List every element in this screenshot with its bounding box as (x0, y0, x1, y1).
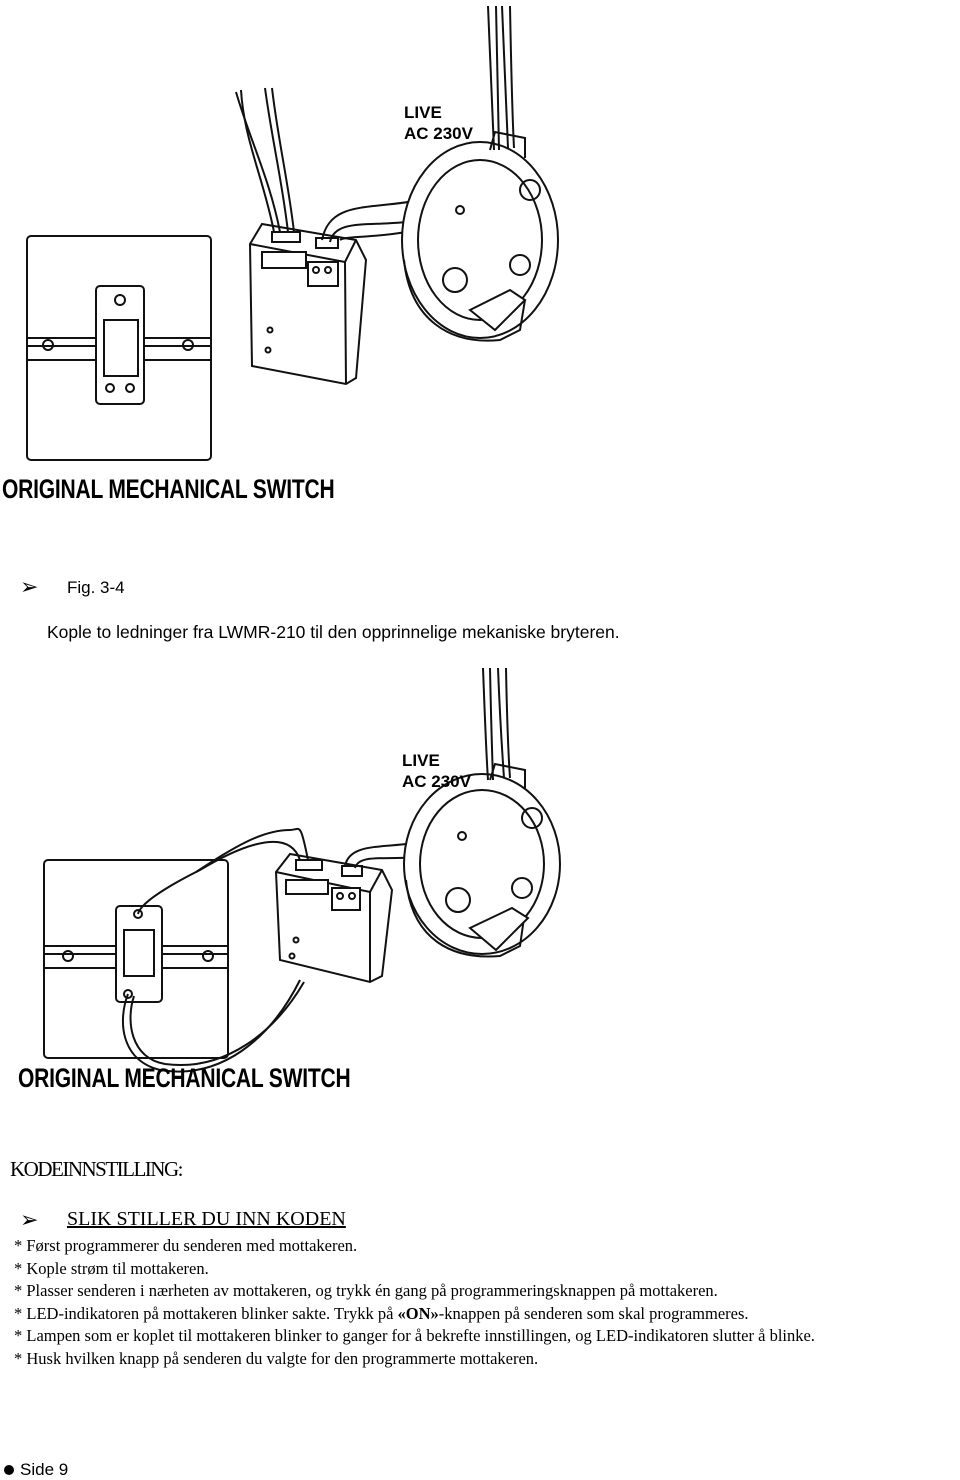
switch-label: ORIGINAL MECHANICAL SWITCH (18, 1063, 351, 1093)
live-label (404, 102, 473, 144)
figure-2-drawing (0, 660, 960, 1100)
step-6: * Husk hvilken knapp på senderen du valgte for den programmerte mottakeren. (14, 1348, 539, 1368)
bullet-dot-icon (4, 1465, 14, 1475)
step-4-on-button: «ON» (397, 1303, 439, 1323)
step-1: * Først programmerer du senderen med mottakeren. (14, 1236, 358, 1255)
step-4-start: * LED-indikatoren på mottakeren blinker sakte. Trykk på (14, 1303, 398, 1323)
voltage-text: AC 230V (402, 772, 471, 791)
footer (4, 1460, 68, 1480)
receiver-box (276, 854, 392, 982)
steps-list (14, 1235, 815, 1370)
arrow-bullet-icon: ➢ (20, 1208, 39, 1233)
figure-description: Kople to ledninger fra LWMR-210 til den opprinnelige mekaniske bryteren. (47, 622, 620, 642)
live-text: LIVE (402, 751, 440, 770)
live-text: LIVE (404, 103, 442, 122)
step-4 (14, 1303, 815, 1326)
step-4-end: -knappen på senderen som skal programmeres. (438, 1303, 749, 1323)
page-number: Side 9 (20, 1460, 69, 1479)
figure-2 (0, 660, 960, 1100)
switch-label: ORIGINAL MECHANICAL SWITCH (2, 474, 335, 504)
figure-1-drawing (0, 0, 960, 520)
arrow-bullet-icon: ➢ (20, 575, 39, 600)
section-heading: KODEINNSTILLING: (10, 1157, 182, 1181)
figure-1 (0, 0, 960, 520)
step-2: * Kople strøm til mottakeren. (14, 1258, 209, 1278)
voltage-text: AC 230V (404, 124, 473, 143)
figure-title: Fig. 3-4 (67, 578, 125, 597)
step-3: * Plasser senderen i nærheten av mottakeren, og trykk én gang på programmeringsknappen på mottakeren. (14, 1281, 718, 1300)
subheading: SLIK STILLER DU INN KODEN (67, 1208, 346, 1230)
step-5: * Lampen som er koplet til mottakeren blinker to ganger for å bekrefte innstillingen, og LED-indikatoren slutter å blinke. (14, 1326, 815, 1345)
live-label (402, 750, 471, 792)
